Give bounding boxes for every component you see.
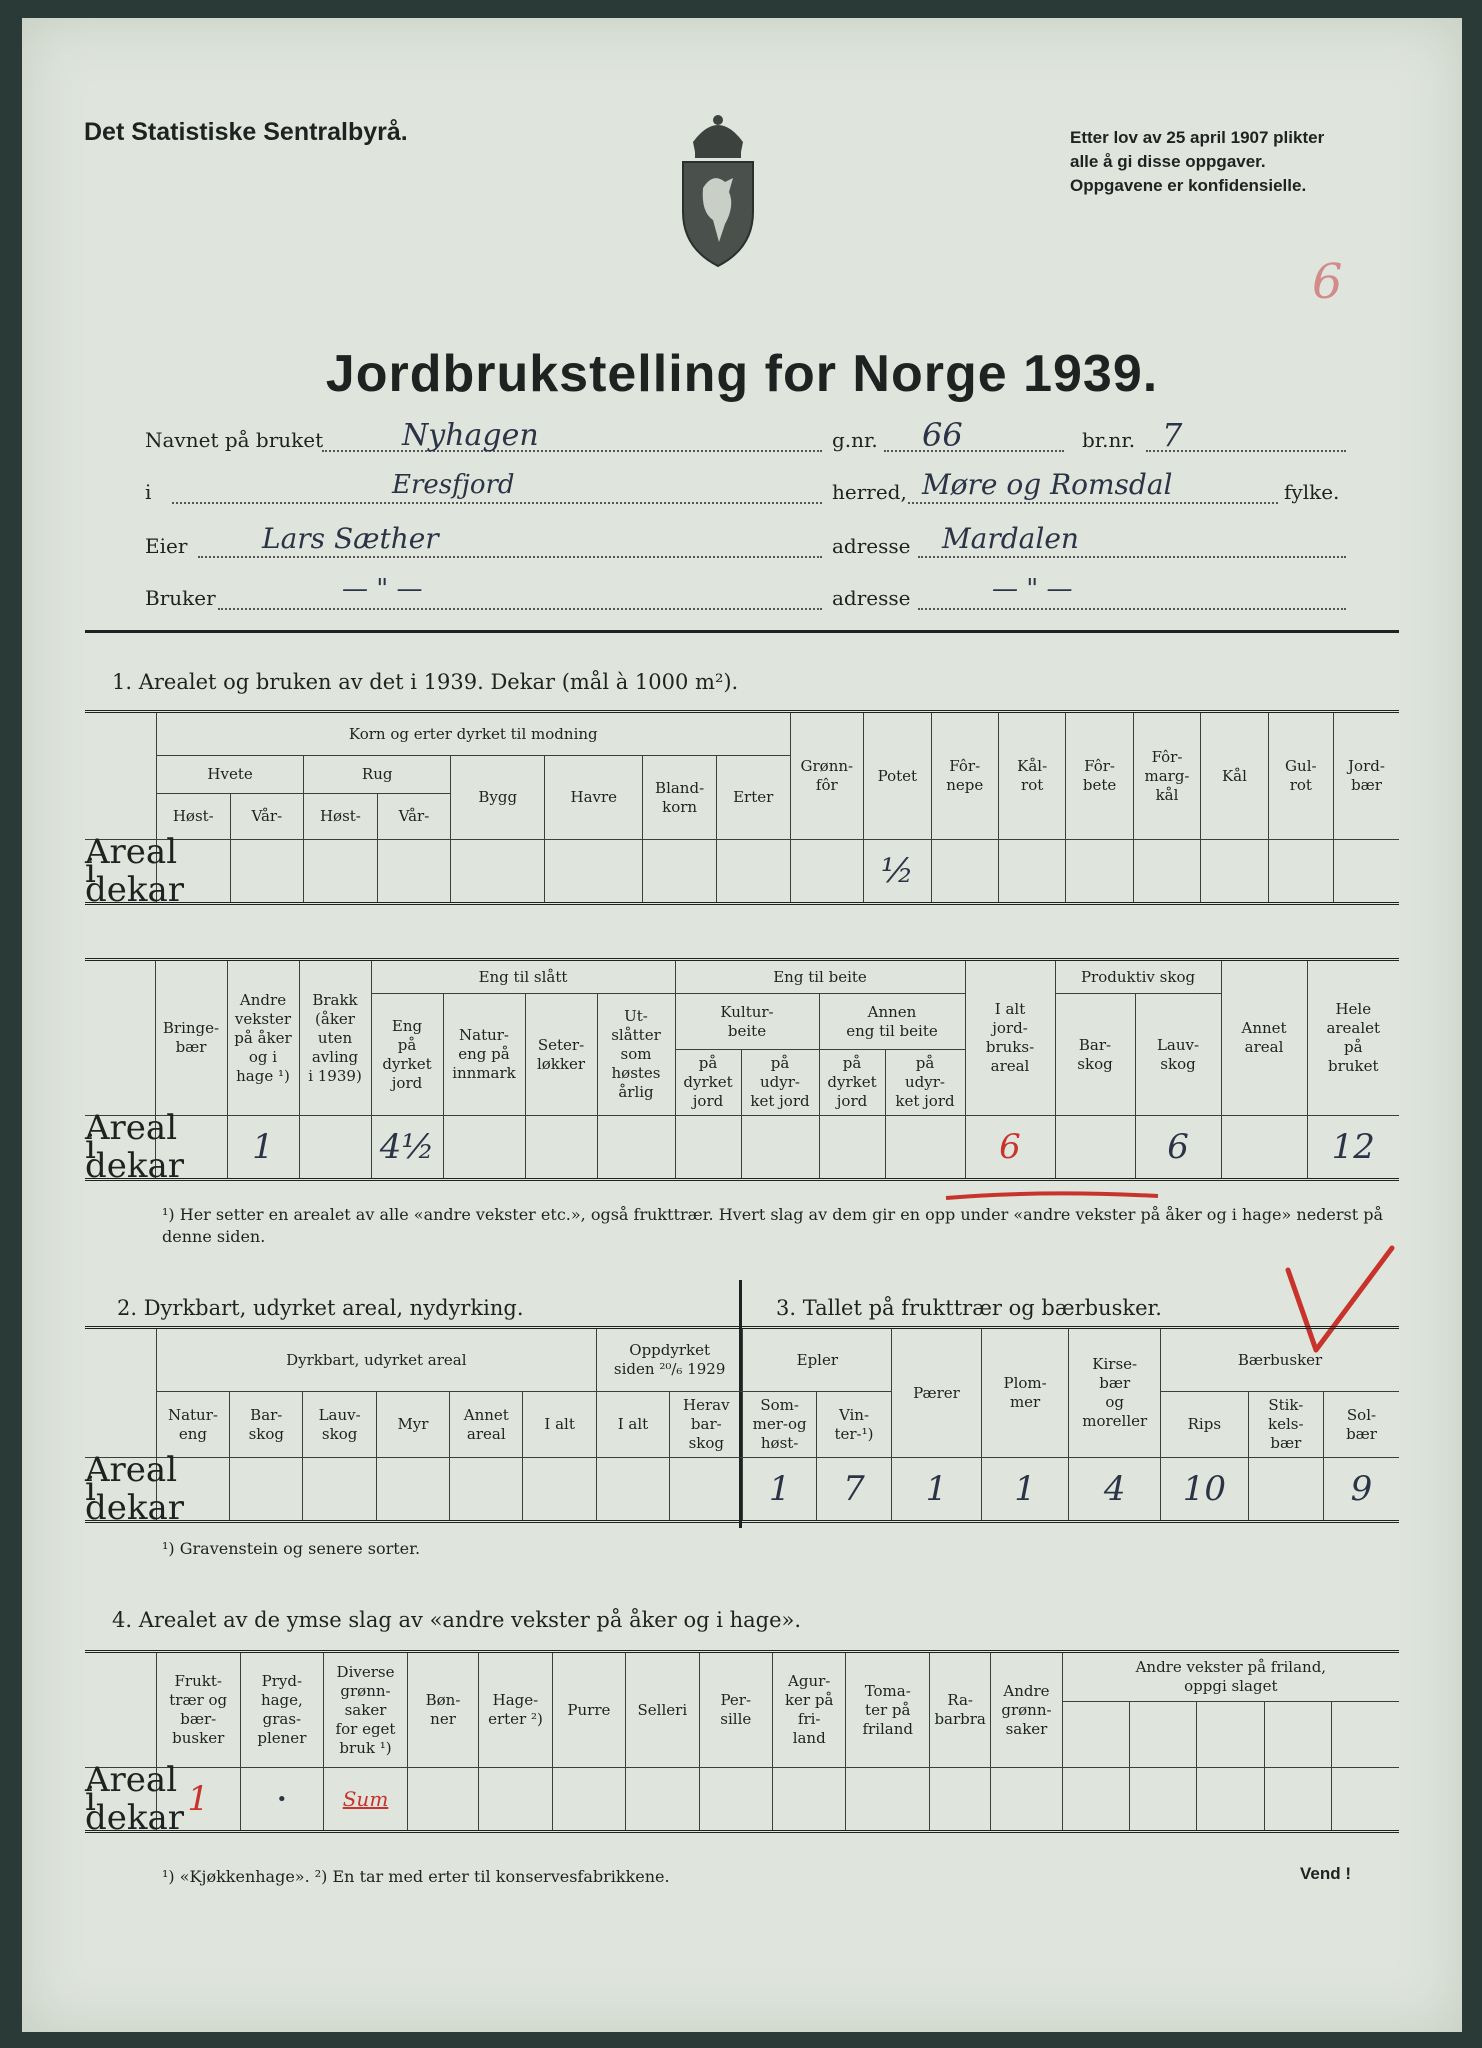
hvete-host-header: Høst-: [157, 794, 231, 840]
baerbusker-header: Bærbusker: [1161, 1328, 1399, 1392]
kal-header: Kål: [1201, 712, 1268, 840]
cell-kultur-udyrket[interactable]: [741, 1116, 819, 1180]
notice-line-3: Oppgavene er konfidensielle.: [1070, 176, 1307, 195]
jordbaer-header: Jord- bær: [1334, 712, 1400, 840]
cell-andre-gronnsaker[interactable]: [991, 1768, 1062, 1832]
cell-naturen[interactable]: [443, 1116, 525, 1180]
cell-gulrot[interactable]: [1268, 840, 1333, 904]
cell-rabarbra[interactable]: [930, 1768, 991, 1832]
paerer-header: Pærer: [892, 1328, 982, 1458]
hvete-header: Hvete: [157, 756, 304, 794]
andre-gronnsaker-header: Andre grønn- saker: [991, 1652, 1062, 1768]
land-use-table: [85, 958, 1399, 1186]
cell-andre-vekster[interactable]: 1: [227, 1116, 299, 1180]
cell-d-annet[interactable]: [450, 1458, 523, 1522]
cell-hvete-var[interactable]: [230, 840, 304, 904]
section1-heading: 1. Arealet og bruken av det i 1939. Dekar (mål à 1000 m²).: [112, 670, 739, 694]
cell-d-myr[interactable]: [376, 1458, 449, 1522]
cell-fornepe[interactable]: [931, 840, 998, 904]
cell-vinter[interactable]: 7: [816, 1458, 891, 1522]
myr-header: Myr: [376, 1392, 449, 1458]
friland-col-1[interactable]: [1062, 1702, 1129, 1768]
bonner-header: Bøn- ner: [407, 1652, 478, 1768]
i-alt-header-2: I alt: [523, 1392, 596, 1458]
cell-persille[interactable]: [699, 1768, 772, 1832]
cell-selleri[interactable]: [626, 1768, 699, 1832]
cell-gronnfor[interactable]: [790, 840, 864, 904]
oppdyrket-header: Oppdyrket siden ²⁰/₆ 1929: [596, 1328, 743, 1392]
brakk-header: Brakk (åker uten avling i 1939): [299, 960, 371, 1116]
bruker-label: Bruker: [145, 586, 216, 610]
andre-vekster-header: Andre vekster på åker og i hage ¹): [227, 960, 299, 1116]
diverse-header: Diverse grønn- saker for eget bruk ¹): [324, 1652, 408, 1768]
notice-line-1: Etter lov av 25 april 1907 plikter: [1070, 128, 1325, 147]
section4-heading: 4. Arealet av de ymse slag av «andre vekster på åker og i hage».: [112, 1608, 802, 1632]
bygg-header: Bygg: [451, 756, 545, 840]
eng-beite-header: Eng til beite: [675, 960, 965, 994]
section4-footnote: ¹) «Kjøkkenhage». ²) En tar med erter til konservesfabrikkene.: [162, 1867, 670, 1886]
barskog-header-2: Bar- skog: [230, 1392, 303, 1458]
stikkelsbaer-header: Stik- kels- bær: [1248, 1392, 1323, 1458]
navnet-value[interactable]: Nyhagen: [402, 418, 539, 453]
cell-barskog[interactable]: [1055, 1116, 1135, 1180]
herred-value[interactable]: Møre og Romsdal: [922, 468, 1173, 501]
eier-label: Eier: [145, 534, 188, 558]
cell-brakk[interactable]: [299, 1116, 371, 1180]
navnet-label: Navnet på bruket: [145, 428, 324, 452]
cell-solbaer[interactable]: 9: [1324, 1458, 1400, 1522]
vinter-header: Vin- ter-¹): [816, 1392, 891, 1458]
kultur-pa-dyrket-header: på dyrket jord: [675, 1050, 741, 1116]
hageerter-header: Hage- erter ²): [479, 1652, 552, 1768]
cell-rips[interactable]: 10: [1161, 1458, 1249, 1522]
t3-row-label: Areal i dekar: [85, 1449, 185, 1528]
section3-heading: 3. Tallet på frukttrær og bærbusker.: [776, 1296, 1162, 1320]
naturen-header-2: Natur- eng: [156, 1392, 229, 1458]
cell-lauvskog[interactable]: 6: [1135, 1116, 1221, 1180]
census-form: [22, 18, 1462, 2032]
garden-table: [85, 1650, 1399, 1838]
plommer-header: Plom- mer: [981, 1328, 1069, 1458]
bruker-value[interactable]: — " —: [342, 574, 423, 604]
dyrkbart-group-header: Dyrkbart, udyrket areal: [156, 1328, 596, 1392]
annen-eng-header: Annen eng til beite: [819, 994, 965, 1050]
cell-seter[interactable]: [525, 1116, 597, 1180]
cell-d-lauvskog[interactable]: [303, 1458, 376, 1522]
friland-col-2[interactable]: [1130, 1702, 1197, 1768]
hele-arealet-header: Hele arealet på bruket: [1307, 960, 1399, 1116]
bringebaer-header: Bringe- bær: [155, 960, 227, 1116]
cell-frukt[interactable]: 1: [156, 1768, 240, 1832]
rug-host-header: Høst-: [304, 794, 378, 840]
gnr-label: g.nr.: [832, 428, 878, 452]
fornepe-header: Fôr- nepe: [931, 712, 998, 840]
cell-annen-udyrket[interactable]: [885, 1116, 965, 1180]
rabarbra-header: Ra- barbra: [930, 1652, 991, 1768]
cell-forbete[interactable]: [1066, 840, 1133, 904]
cell-d-barskog[interactable]: [230, 1458, 303, 1522]
brnr-value[interactable]: 7: [1162, 416, 1183, 454]
cell-havre[interactable]: [545, 840, 643, 904]
cell-tomater[interactable]: [846, 1768, 930, 1832]
form-title: Jordbrukstelling for Norge 1939.: [325, 345, 1159, 403]
forbete-header: Fôr- bete: [1066, 712, 1133, 840]
kultur-pa-udyrket-header: på udyr- ket jord: [741, 1050, 819, 1116]
brnr-label: br.nr.: [1082, 428, 1136, 452]
lauvskog-header: Lauv- skog: [1135, 994, 1221, 1116]
cell-annet-areal[interactable]: [1221, 1116, 1307, 1180]
cell-friland-4[interactable]: [1264, 1768, 1331, 1832]
fylke-label: fylke.: [1284, 480, 1340, 504]
cell-o-i-alt[interactable]: [596, 1458, 669, 1522]
adresse1-value[interactable]: Mardalen: [942, 522, 1079, 555]
lauvskog-header-2: Lauv- skog: [303, 1392, 376, 1458]
kalrot-header: Kål- rot: [998, 712, 1065, 840]
friland-col-5[interactable]: [1331, 1702, 1399, 1768]
cell-eng-dyrket[interactable]: 4½: [371, 1116, 443, 1180]
section2-heading: 2. Dyrkbart, udyrket areal, nydyrking.: [117, 1296, 524, 1320]
cell-kirsebaer[interactable]: 4: [1069, 1458, 1161, 1522]
andre-friland-header: Andre vekster på friland, oppgi slaget: [1062, 1652, 1399, 1702]
formargkal-header: Fôr- marg- kål: [1133, 712, 1200, 840]
legal-notice: [1070, 126, 1324, 198]
adresse2-value[interactable]: — " —: [992, 574, 1073, 604]
cell-o-herav[interactable]: [670, 1458, 743, 1522]
persille-header: Per- sille: [699, 1652, 772, 1768]
hvete-var-header: Vår-: [230, 794, 304, 840]
agurker-header: Agur- ker på fri- land: [772, 1652, 845, 1768]
cell-potet[interactable]: ½: [864, 840, 931, 904]
oppdyrket-i-alt-header: I alt: [596, 1392, 669, 1458]
cell-paerer[interactable]: 1: [892, 1458, 982, 1522]
herav-barskog-header: Herav bar- skog: [670, 1392, 743, 1458]
notice-line-2: alle å gi disse oppgaver.: [1070, 152, 1266, 171]
kulturbeite-header: Kultur- beite: [675, 994, 819, 1050]
cell-friland-3[interactable]: [1197, 1768, 1264, 1832]
cell-bygg[interactable]: [451, 840, 545, 904]
cell-friland-1[interactable]: [1062, 1768, 1129, 1832]
cell-plommer[interactable]: 1: [981, 1458, 1069, 1522]
blandkorn-header: Bland- korn: [643, 756, 717, 840]
cell-d-i-alt[interactable]: [523, 1458, 596, 1522]
i-value[interactable]: Eresfjord: [392, 470, 515, 500]
annen-pa-udyrket-header: på udyr- ket jord: [885, 1050, 965, 1116]
friland-col-4[interactable]: [1264, 1702, 1331, 1768]
eier-value[interactable]: Lars Sæther: [262, 522, 439, 555]
annen-pa-dyrket-header: på dyrket jord: [819, 1050, 885, 1116]
adresse-label-2: adresse: [832, 586, 911, 610]
naturen-header: Natur- eng på innmark: [443, 994, 525, 1116]
eng-dyrket-header: Eng på dyrket jord: [371, 994, 443, 1116]
sommer-header: Som- mer-og høst-: [743, 1392, 816, 1458]
seter-header: Seter- løkker: [525, 994, 597, 1116]
agency-name: Det Statistiske Sentralbyrå.: [84, 118, 408, 146]
purre-header: Purre: [552, 1652, 625, 1768]
annet-areal-header-2: Annet areal: [450, 1392, 523, 1458]
page-mark: 6: [1312, 254, 1343, 310]
havre-header: Havre: [545, 756, 643, 840]
cell-stikkelsbaer[interactable]: [1248, 1458, 1323, 1522]
cell-purre[interactable]: [552, 1768, 625, 1832]
cell-rug-host[interactable]: [304, 840, 378, 904]
cell-friland-2[interactable]: [1130, 1768, 1197, 1832]
rug-header: Rug: [304, 756, 451, 794]
rips-header: Rips: [1161, 1392, 1249, 1458]
orchard-table: [85, 1326, 1399, 1528]
gronnfor-header: Grønn- fôr: [790, 712, 864, 840]
barskog-header: Bar- skog: [1055, 994, 1135, 1116]
norwegian-coat-of-arms-icon: [673, 108, 763, 268]
annet-areal-header: Annet areal: [1221, 960, 1307, 1116]
cell-hele-arealet[interactable]: 12: [1307, 1116, 1399, 1180]
cell-annen-dyrket[interactable]: [819, 1116, 885, 1180]
cell-kultur-dyrket[interactable]: [675, 1116, 741, 1180]
epler-header: Epler: [743, 1328, 892, 1392]
herred-label: herred,: [832, 480, 907, 504]
t2-row-label: Areal i dekar: [85, 1107, 185, 1186]
cell-erter[interactable]: [716, 840, 790, 904]
cell-friland-5[interactable]: [1331, 1768, 1399, 1832]
cell-blandkorn[interactable]: [643, 840, 717, 904]
cell-diverse[interactable]: Sum: [324, 1768, 408, 1832]
cell-sommer[interactable]: 1: [743, 1458, 816, 1522]
cell-kal[interactable]: [1201, 840, 1268, 904]
solbaer-header: Sol- bær: [1324, 1392, 1400, 1458]
frukt-header: Frukt- trær og bær- busker: [156, 1652, 240, 1768]
i-label: i: [145, 480, 152, 504]
gulrot-header: Gul- rot: [1268, 712, 1333, 840]
cell-hageerter[interactable]: [479, 1768, 552, 1832]
cell-pryd[interactable]: •: [240, 1768, 324, 1832]
kirsebaer-header: Kirse- bær og moreller: [1069, 1328, 1161, 1458]
korn-group-header: Korn og erter dyrket til modning: [157, 712, 791, 756]
cell-i-alt-jordbruksareal[interactable]: 6: [965, 1116, 1055, 1180]
friland-col-3[interactable]: [1197, 1702, 1264, 1768]
tomater-header: Toma- ter på friland: [846, 1652, 930, 1768]
cell-formargkal[interactable]: [1133, 840, 1200, 904]
adresse-label-1: adresse: [832, 534, 911, 558]
cell-kalrot[interactable]: [998, 840, 1065, 904]
section23-footnote: ¹) Gravenstein og senere sorter.: [162, 1539, 421, 1558]
selleri-header: Selleri: [626, 1652, 699, 1768]
cell-agurker[interactable]: [772, 1768, 845, 1832]
produktiv-skog-header: Produktiv skog: [1055, 960, 1221, 994]
cell-bonner[interactable]: [407, 1768, 478, 1832]
utslatter-header: Ut- slåtter som høstes årlig: [597, 994, 675, 1116]
t4-row-label: Areal i dekar: [85, 1759, 185, 1838]
i-alt-jordbruksareal-header: I alt jord- bruks- areal: [965, 960, 1055, 1116]
cell-jordbaer[interactable]: [1334, 840, 1400, 904]
section1-footnote: ¹) Her setter en arealet av alle «andre vekster etc.», også frukttrær. Hvert slag av dem gir en opp under «andre vekster på åker og i hage» nederst på denne siden.: [162, 1205, 1384, 1246]
pryd-header: Pryd- hage, gras- plener: [240, 1652, 324, 1768]
cell-utslatter[interactable]: [597, 1116, 675, 1180]
rug-var-header: Vår-: [377, 794, 451, 840]
t1-row-label: Areal i dekar: [85, 831, 185, 910]
gnr-value[interactable]: 66: [922, 416, 963, 454]
vend-label: Vend !: [1300, 1864, 1352, 1883]
potet-header: Potet: [864, 712, 931, 840]
crops-table: [85, 710, 1399, 910]
cell-rug-var[interactable]: [377, 840, 451, 904]
erter-header: Erter: [716, 756, 790, 840]
eng-slatt-header: Eng til slått: [371, 960, 675, 994]
